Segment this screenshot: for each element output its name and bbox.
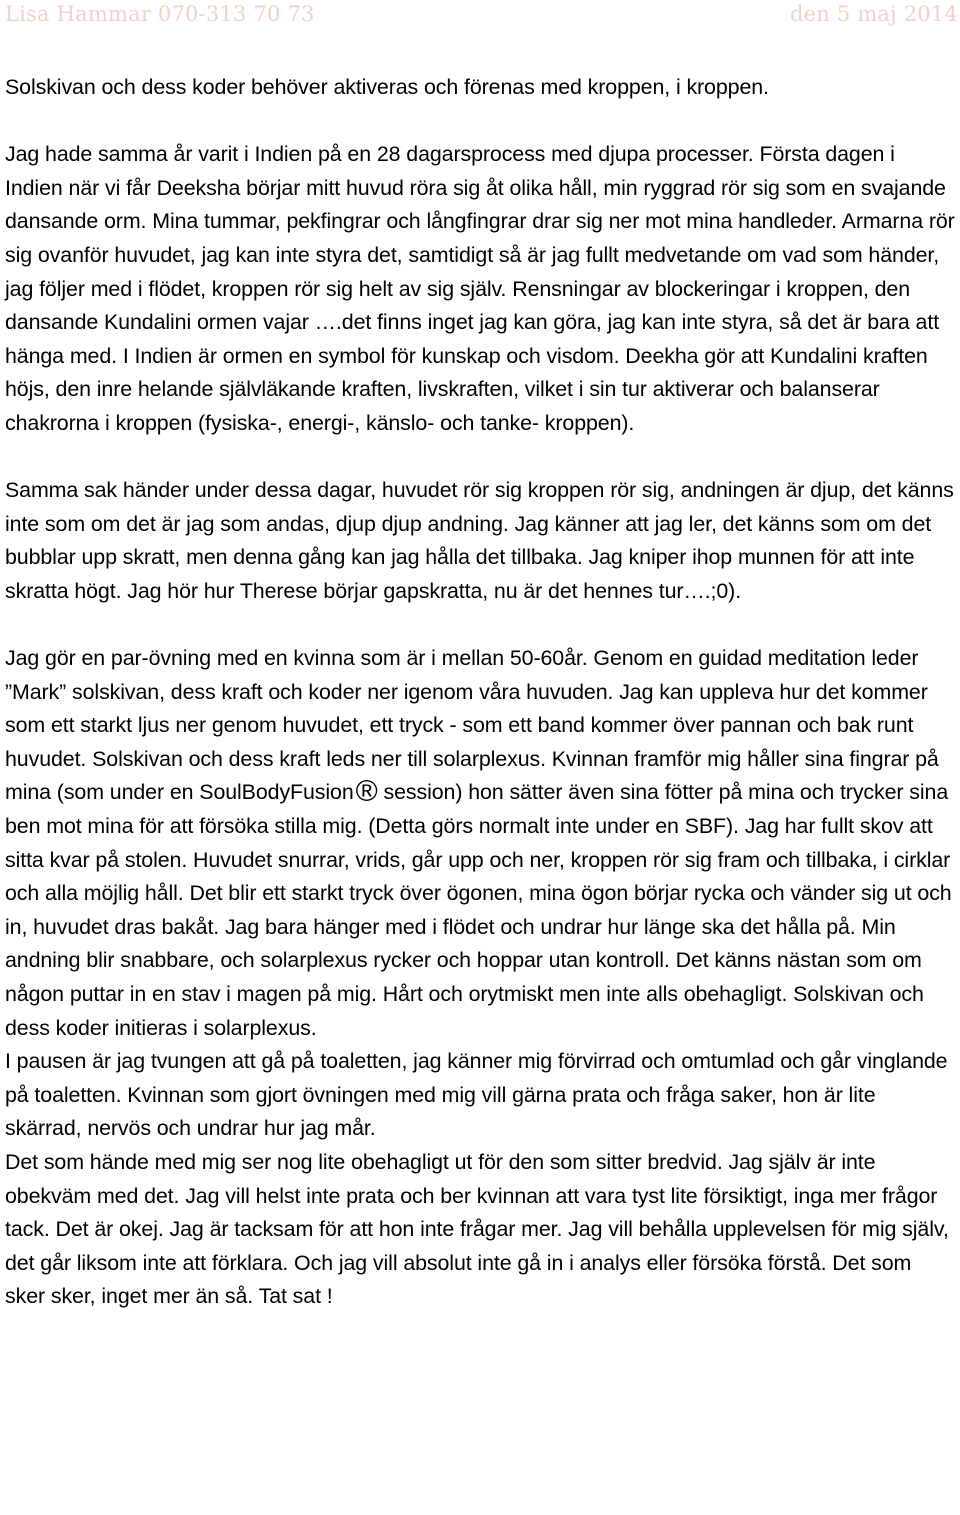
header-author-phone: Lisa Hammar 070-313 70 73 <box>5 2 315 26</box>
page-header <box>5 0 960 36</box>
paragraph-4 <box>5 642 957 1045</box>
paragraph-3: Samma sak händer under dessa dagar, huvudet rör sig kroppen rör sig, andningen är djup, det känns inte som om det är jag som andas, djup djup andning. Jag känner att jag ler, det känns som om det bubblar upp skratt, men denna gång kan jag hålla det tillbaka. Jag kniper ihop munnen för att inte skratta högt. Jag hör hur Therese börjar gapskratta, nu är det hennes tur….;0). <box>5 478 954 603</box>
paragraph-2: Jag hade samma år varit i Indien på en 28 dagarsprocess med djupa processer. Första dagen i Indien när vi får Deeksha börjar mitt huvud röra sig åt olika håll, min ryggrad rör sig som en svajande dansande orm. Mina tummar, pekfingrar och långfingrar drar sig ner mot mina handleder. Armarna rör sig ovanför huvudet, jag kan inte styra det, samtidigt så är jag fullt medvetande om vad som händer, jag följer med i flödet, kroppen rör sig helt av sig själv. Rensningar av blockeringar i kroppen, den dansande Kundalini ormen vajar ….det finns inget jag kan göra, jag kan inte styra, så det är bara att hänga med. I Indien är ormen en symbol för kunskap och visdom. Deekha gör att Kundalini kraften höjs, den inre helande självläkande kraften, livskraften, vilket i sin tur aktiverar och balanserar chakrorna i kroppen (fysiska-, energi-, känslo- och tanke- kroppen). <box>5 142 955 435</box>
paragraph-6: Det som hände med mig ser nog lite obehagligt ut för den som sitter bredvid. Jag själv är inte obekväm med det. Jag vill helst inte prata och ber kvinnan att vara tyst lite försiktigt, inga mer frågor tack. Det är okej. Jag är tacksam för att hon inte frågar mer. Jag vill behålla upplevelsen för mig själv, det går liksom inte att förklara. Och jag vill absolut inte gå in i analys eller försöka förstå. Det som sker sker, inget mer än så. Tat sat ! <box>5 1150 949 1309</box>
document-body <box>5 71 957 1314</box>
paragraph-1: Solskivan och dess koder behöver aktiveras och förenas med kroppen, i kroppen. <box>5 75 769 99</box>
paragraph-5: I pausen är jag tvungen att gå på toaletten, jag känner mig förvirrad och omtumlad och går vinglande på toaletten. Kvinnan som gjort övningen med mig vill gärna prata och fråga saker, hon är lite skärrad, nervös och undrar hur jag mår. <box>5 1049 948 1141</box>
header-date: den 5 maj 2014 <box>790 2 958 26</box>
paragraph-4-part-1: Jag gör en par-övning med en kvinna som är i mellan 50-60år. Genom en guidad meditation leder ”Mark” solskivan, dess kraft och koder ner igenom våra huvuden. Jag kan uppleva hur det kommer som ett starkt ljus ner genom huvudet, ett tryck - som ett band kommer över pannan och bak runt huvudet. Solskivan och dess kraft leds ner till solarplexus. Kvinnan framför mig håller sina fingrar på mina (som under en SoulBodyFusion <box>5 646 939 805</box>
paragraph-4-part-2: session) hon sätter även sina fötter på mina och trycker sina ben mot mina för att försöka stilla mig. (Detta görs normalt inte under en SBF). Jag har fullt skov att sitta kvar på stolen. Huvudet snurrar, vrids, går upp och ner, kroppen rör sig fram och tillbaka, i cirklar och alla möjlig håll. Det blir ett starkt tryck över ögonen, mina ögon börjar rycka och vänder sig ut och in, huvudet dras bakåt. Jag bara hänger med i flödet och undrar hur länge ska det hålla på. Min andning blir snabbare, och solarplexus rycker och hoppar utan kontroll. Det känns nästan som om någon puttar in en stav i magen på mig. Hårt och orytmiskt men inte alls obehagligt. Solskivan och dess koder initieras i solarplexus. <box>5 780 952 1040</box>
registered-mark: ® <box>355 775 378 809</box>
